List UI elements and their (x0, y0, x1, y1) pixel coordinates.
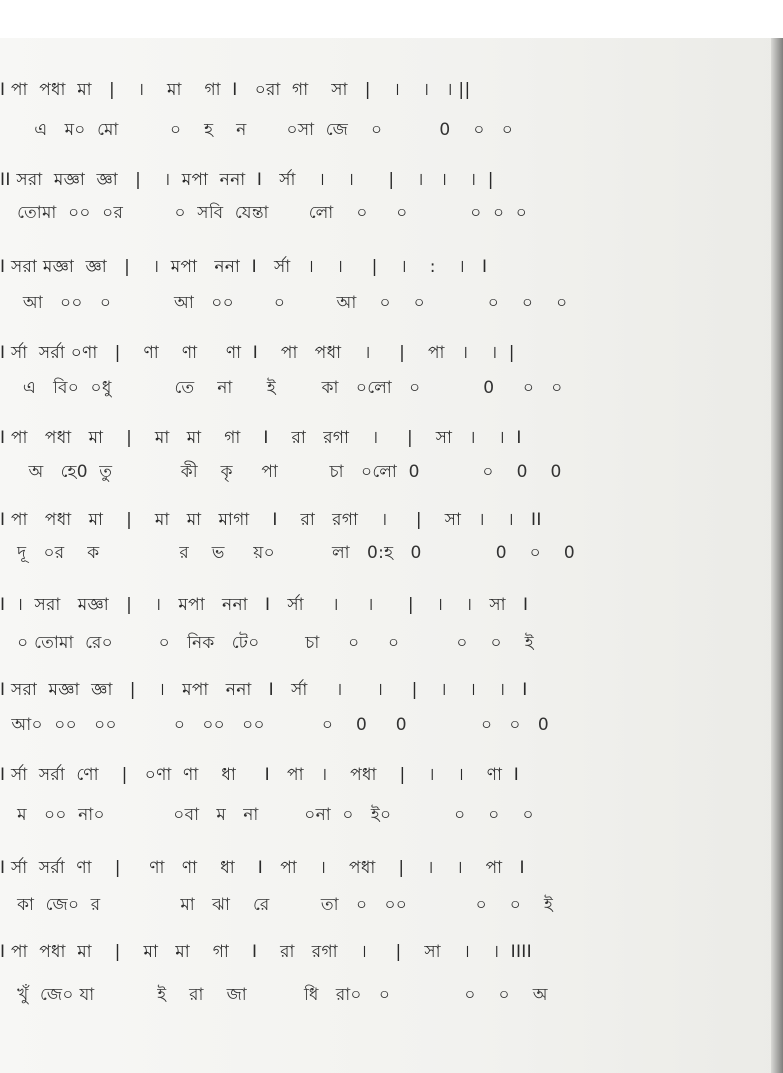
lyric-text: ম ০০ না০ ০বা ম না ০না ০ ই০ ০ ০ ০ (0, 805, 534, 825)
lyric-text: দূ ০র ক র ভ য়০ লা 0:হ 0 0 ০ 0 (0, 543, 575, 563)
swara-text: I পা পধা মা | । মা গা I ০রা গা সা | । । । || (0, 80, 471, 100)
lyric-text: ০ তোমা রে০ ০ নিক টে০ চা ০ ০ ০ ০ ই (0, 633, 534, 653)
swara-text: I র্সা সর্রা ণো | ০ণা ণা ধা I পা । পধা | । । ণা I (0, 765, 520, 785)
lyric-line (0, 373, 775, 403)
lyric-text: তোমা ০০ ০র ০ সবি যেন্তা লো ০ ০ ০ ০ ০ (0, 203, 528, 223)
lyric-line (0, 890, 775, 920)
lyric-text: খুঁ জে০ যা ই রা জা ধি রা০ ০ ০ ০ অ (0, 985, 548, 1005)
lyric-text: এ বি০ ০ধু তে না ই কা ০লো ০ 0 ০ ০ (0, 378, 563, 398)
swara-line (0, 853, 775, 883)
swara-text: I পা পধা মা | মা মা মাগা I রা রগা । | সা । । II (0, 510, 542, 530)
lyric-text: অ হে0 তু কী কৃ পা চা ০লো 0 ০ 0 0 (0, 462, 562, 482)
lyric-text: কা জে০ র মা ঝা রে তা ০ ০০ ০ ০ ই (0, 895, 554, 915)
swara-text: I পা পধা মা | মা মা গা I রা রগা । | সা । । I (0, 428, 522, 448)
lyric-line (0, 457, 775, 487)
swara-text: I সরা মজ্ঞা জ্ঞা | । মপা ননা I র্সা । । | । : । I (0, 257, 488, 277)
swara-text: I । সরা মজ্ঞা | । মপা ননা I র্সা । । | । । সা I (0, 595, 529, 615)
swara-line (0, 675, 775, 705)
swara-text: I পা পধা মা | মা মা গা I রা রগা । | সা । । IIII (0, 942, 532, 962)
lyric-line (0, 115, 775, 145)
swara-text: I র্সা সর্রা ০ণা | ণা ণা ণা I পা পধা । | পা । । | (0, 343, 515, 363)
lyric-line (0, 628, 775, 658)
swara-line (0, 505, 775, 535)
lyric-line (0, 980, 775, 1010)
swara-line (0, 937, 775, 967)
swara-line (0, 252, 775, 282)
lyric-text: আ০ ০০ ০০ ০ ০০ ০০ ০ 0 0 ০ ০ 0 (0, 715, 550, 735)
lyric-line (0, 710, 775, 740)
swara-line (0, 590, 775, 620)
lyric-line (0, 800, 775, 830)
swara-line (0, 75, 775, 105)
swara-line (0, 338, 775, 368)
swara-line (0, 423, 775, 453)
swara-line (0, 760, 775, 790)
lyric-line (0, 198, 775, 228)
swara-line (0, 165, 775, 195)
lyric-line (0, 538, 775, 568)
lyric-text: এ ম০ মো ০ হ ন ০সা জে ০ 0 ০ ০ (0, 120, 514, 140)
swara-text: I র্সা সর্রা ণা | ণা ণা ধা I পা । পধা | । । পা I (0, 858, 525, 878)
lyric-text: আ ০০ ০ আ ০০ ০ আ ০ ০ ০ ০ ০ (0, 293, 568, 313)
swara-text: II সরা মজ্ঞা জ্ঞা | । মপা ননা I র্সা । । | । । । | (0, 170, 494, 190)
lyric-line (0, 288, 775, 318)
swara-text: I সরা মজ্ঞা জ্ঞা | । মপা ননা I র্সা । । | । । । I (0, 680, 528, 700)
